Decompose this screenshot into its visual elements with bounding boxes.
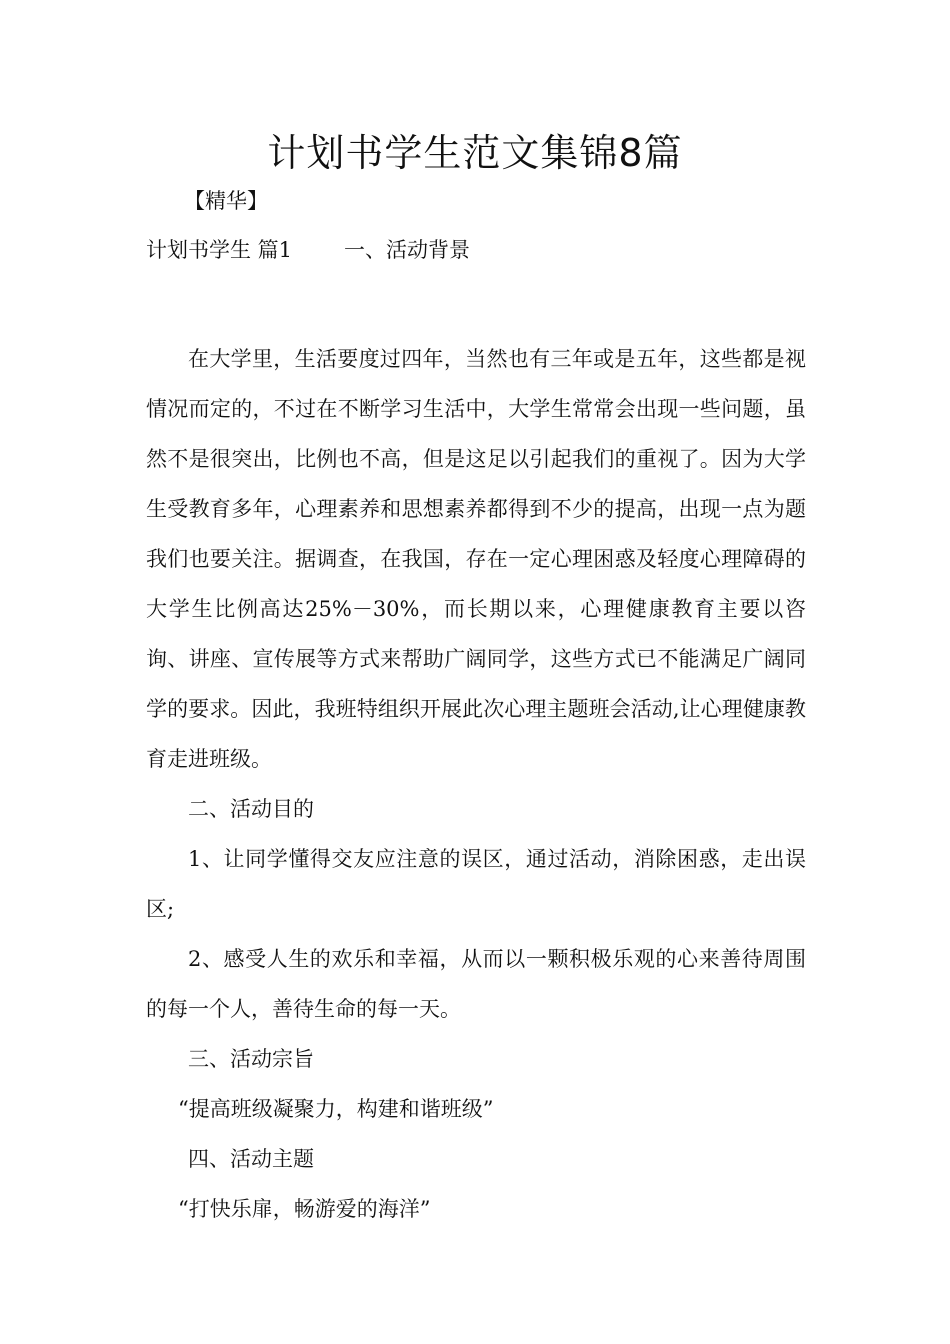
section-heading-background: 一、活动背景	[344, 238, 471, 262]
document-title: 计划书学生范文集锦8篇	[267, 131, 683, 175]
quote-theme: “打快乐扉，畅游爱的海洋”	[178, 1197, 431, 1221]
section-heading-purpose: 二、活动目的	[188, 797, 314, 821]
paragraph-background: 在大学里，生活要度过四年，当然也有三年或是五年，这些都是视情况而定的，不过在不断学习生活中，大学生常常会出现一些问题，虽然不是很突出，比例也不高，但是这足以引起我们的重视了。因为大学生受教育多年，心理素养和思想素养都得到不少的提高，出现一点为题我们也要关注。据调查，在我国，存在一定心理困惑及轻度心理障碍的大学生比例高达25%－30%，而长期以来，心理健康教育主要以咨询、讲座、宣传展等方式来帮助广阔同学，这些方式已不能满足广阔同学的要求。因此，我班特组织开展此次心理主题班会活动,让心理健康教育走进班级。	[146, 347, 806, 771]
section-heading-line	[146, 235, 470, 265]
list-item-purpose-2: 2、感受人生的欢乐和幸福，从而以一颗积极乐观的心来善待周围的每一个人，善待生命的每一天。	[146, 947, 806, 1021]
document-tag: 【精华】	[184, 189, 268, 213]
article-label: 计划书学生 篇1	[146, 238, 293, 262]
section-heading-tenet: 三、活动宗旨	[188, 1047, 314, 1071]
quote-tenet: “提高班级凝聚力，构建和谐班级”	[178, 1097, 494, 1121]
list-item-purpose-1: 1、让同学懂得交友应注意的误区，通过活动，消除困惑，走出误区;	[146, 847, 806, 921]
document-body	[146, 334, 806, 1234]
section-heading-theme: 四、活动主题	[188, 1147, 314, 1171]
